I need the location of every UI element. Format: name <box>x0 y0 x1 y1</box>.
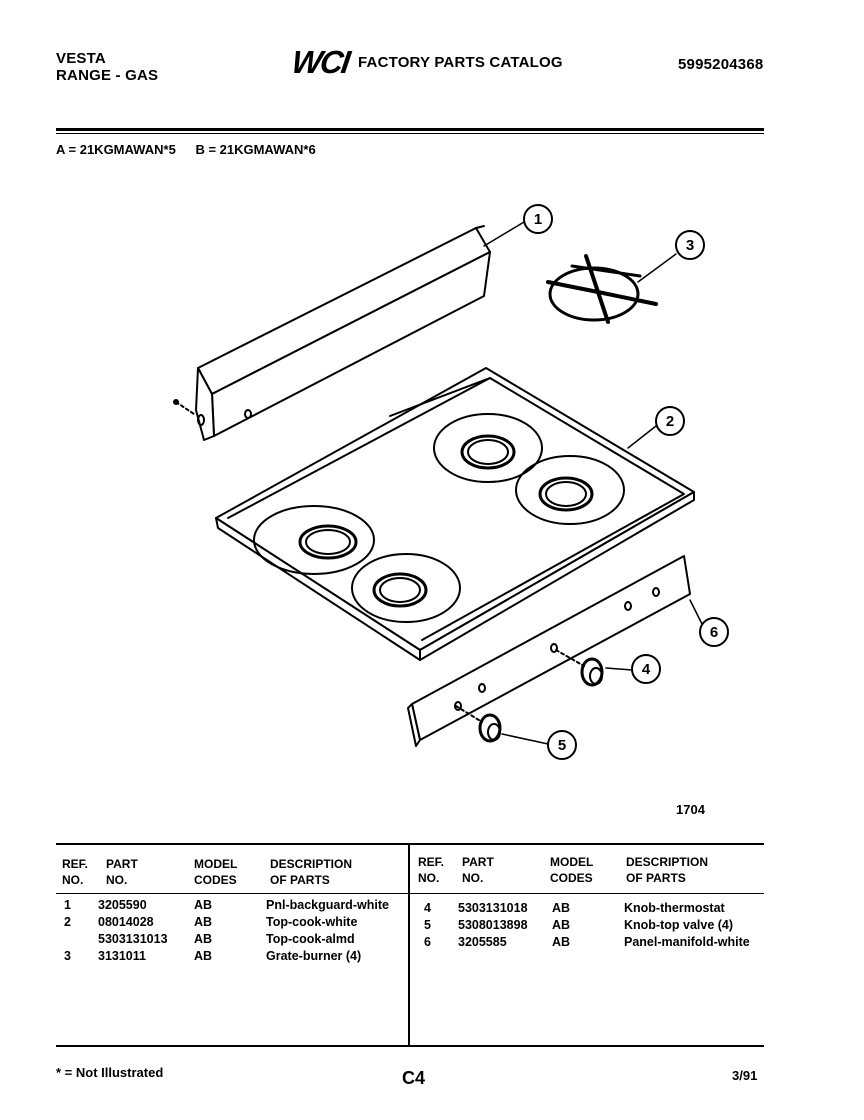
callout-6-label: 6 <box>709 624 719 641</box>
callout-4 <box>632 655 660 683</box>
col-part-left: PART NO. <box>106 857 138 887</box>
model-b: B = 21KGMAWAN*6 <box>195 142 316 157</box>
callout-2-label: 2 <box>665 413 675 430</box>
grate-burner-drawing <box>548 256 656 322</box>
table-row: 2 08014028 AB Top-cook-white <box>64 915 358 929</box>
col-desc-right: DESCRIPTION OF PARTS <box>626 855 709 885</box>
table-row: 6 3205585 AB Panel-manifold-white <box>424 935 750 949</box>
catalog-title: FACTORY PARTS CATALOG <box>358 54 563 71</box>
callout-1-label: 1 <box>533 211 543 228</box>
wci-logo: WCI <box>289 44 351 80</box>
table-bottom-rule <box>56 1045 764 1047</box>
product-type: RANGE - GAS <box>56 67 159 84</box>
callout-5-label: 5 <box>557 737 567 754</box>
revision-date: 3/91 <box>732 1068 758 1083</box>
table-row: 5 5308013898 AB Knob-top valve (4) <box>424 918 734 932</box>
table-row: 4 5303131018 AB Knob-thermostat <box>424 901 725 915</box>
table-top-rule <box>56 843 764 845</box>
brand-name: VESTA <box>56 50 106 67</box>
callout-4-label: 4 <box>641 661 651 678</box>
callout-3-label: 3 <box>685 237 695 254</box>
callout-5 <box>548 731 576 759</box>
col-model-left: MODEL CODES <box>194 857 238 887</box>
callout-2 <box>656 407 684 435</box>
col-ref-left: REF. NO. <box>62 857 89 887</box>
col-desc-left: DESCRIPTION OF PARTS <box>270 857 353 887</box>
col-ref-right: REF. NO. <box>418 855 445 885</box>
table-row: 1 3205590 AB Pnl-backguard-white <box>64 898 389 912</box>
not-illustrated-note: * = Not Illustrated <box>56 1065 164 1080</box>
catalog-number: 5995204368 <box>678 56 764 73</box>
model-a: A = 21KGMAWAN*5 <box>56 142 176 157</box>
table-header-rule <box>56 893 764 894</box>
figure-number: 1704 <box>676 802 705 817</box>
callout-3 <box>676 231 704 259</box>
callout-6 <box>700 618 728 646</box>
table-row: 5303131013 AB Top-cook-almd <box>98 932 355 946</box>
callout-1 <box>524 205 552 233</box>
col-model-right: MODEL CODES <box>550 855 594 885</box>
table-row: 3 3131011 AB Grate-burner (4) <box>64 949 362 963</box>
page-number: C4 <box>402 1068 426 1088</box>
col-part-right: PART NO. <box>462 855 494 885</box>
